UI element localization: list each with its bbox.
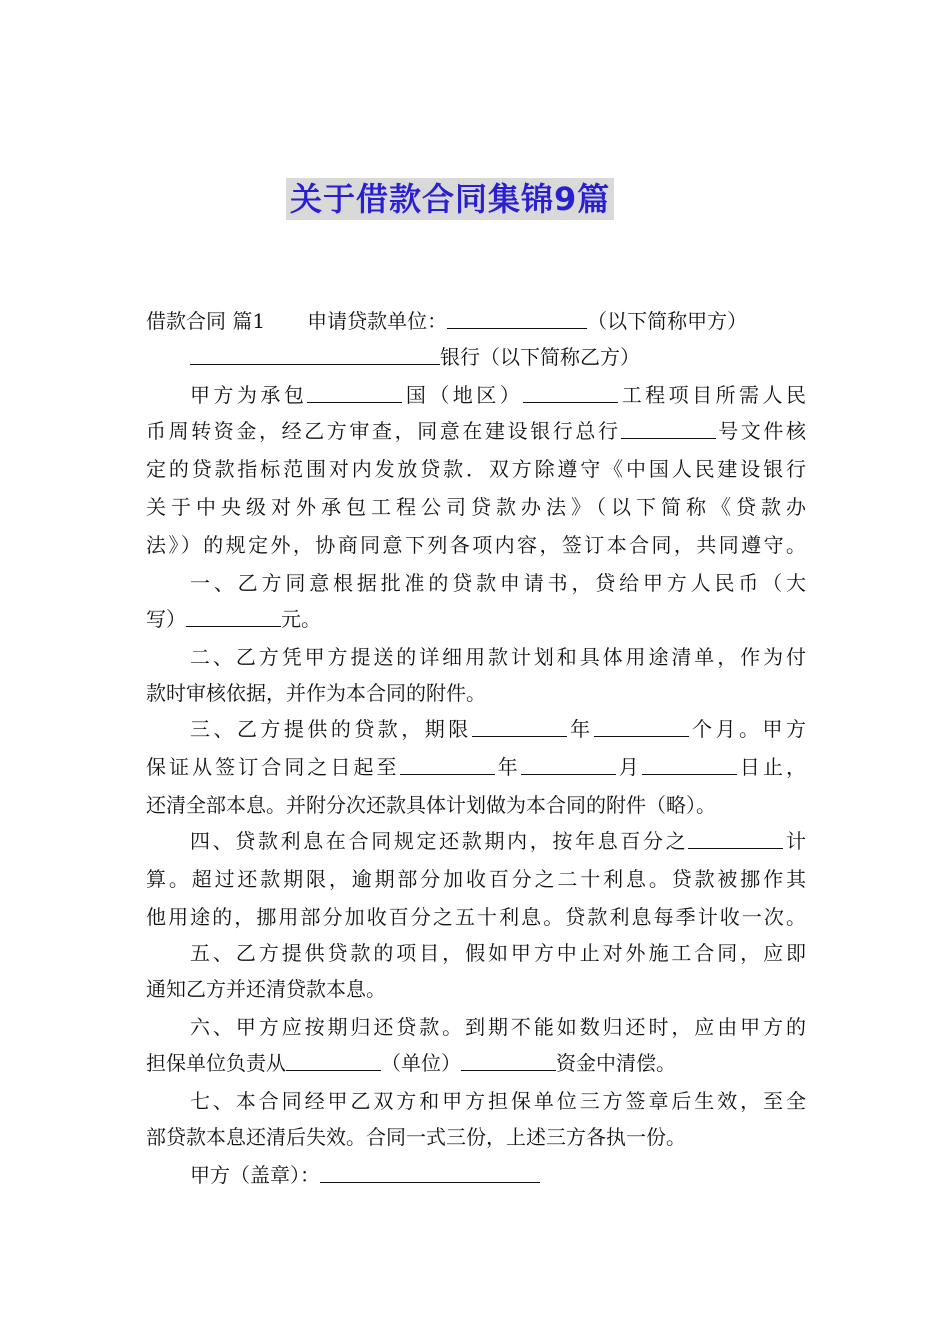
clause-3-line-2: 保证从签订合同之日起至 年 月 日止，	[146, 755, 807, 779]
intro-line-4: 关于中央级对外承包工程公司贷款办法》（以下简称《贷款办	[146, 495, 806, 519]
intro-line-1: 甲方为承包 国（地区） 工程项目所需人民	[190, 383, 807, 407]
signature-line	[190, 1160, 850, 1190]
clause-2-line-1: 二、乙方凭甲方提送的详细用款计划和具体用途清单，作为付	[190, 645, 806, 669]
header-line	[146, 306, 806, 336]
party-a-suffix: （以下简称甲方）	[587, 309, 748, 333]
term-years-blank	[472, 716, 567, 737]
clause-1-line-2: 写） 元。	[146, 607, 321, 631]
document-number-blank	[621, 418, 716, 439]
bank-blank	[190, 344, 440, 365]
clause-5-line-2: 通知乙方并还清贷款本息。	[146, 977, 386, 1001]
interest-rate-blank	[688, 828, 783, 849]
party-a-seal-blank	[320, 1162, 540, 1183]
party-a-seal-label: 甲方（盖章）：	[190, 1163, 320, 1187]
clause-3-line-1: 三、乙方提供的贷款，期限 年 个月。甲方	[190, 717, 807, 741]
clause-6-line-1: 六、甲方应按期归还贷款。到期不能如数归还时，应由甲方的	[190, 1015, 806, 1039]
project-blank	[523, 382, 618, 403]
clause-3-line-3: 还清全部本息。并附分次还款具体计划做为本合同的附件（略）。	[146, 793, 716, 817]
clause-4-line-2: 算。超过还款期限，逾期部分加收百分之二十利息。贷款被挪作其	[146, 867, 806, 891]
clause-4-line-1: 四、贷款利息在合同规定还款期内，按年息百分之 计	[190, 829, 807, 853]
applicant-blank	[447, 308, 587, 329]
intro-line-5: 法》）的规定外，协商同意下列各项内容，签订本合同，共同遵守。	[146, 533, 806, 557]
end-year-blank	[400, 754, 495, 775]
intro-line-3: 定的贷款指标范围对内发放贷款．双方除遵守《中国人民建设银行	[146, 457, 806, 481]
applicant-label: 申请贷款单位：	[307, 309, 448, 333]
end-day-blank	[642, 754, 737, 775]
clause-4-line-3: 他用途的，挪用部分加收百分之五十利息。贷款利息每季计收一次。	[146, 905, 806, 929]
clause-6-line-2: 担保单位负责从 （单位） 资金中清偿。	[146, 1051, 676, 1075]
funds-blank	[461, 1050, 556, 1071]
intro-line-2: 币周转资金，经乙方审查，同意在建设银行总行 号文件核	[146, 419, 807, 443]
clause-1-line-1: 一、乙方同意根据批准的贷款申请书，贷给甲方人民币（大	[190, 571, 806, 595]
clause-7-line-2: 部贷款本息还清后失效。合同一式三份，上述三方各执一份。	[146, 1125, 686, 1149]
party-b-suffix: 银行（以下简称乙方）	[440, 345, 640, 369]
clause-7-line-1: 七、本合同经甲乙双方和甲方担保单位三方签章后生效，至全	[190, 1089, 806, 1113]
end-month-blank	[521, 754, 616, 775]
document-title: 关于借款合同集锦9篇	[286, 178, 614, 220]
bank-line	[190, 342, 850, 372]
clause-5-line-1: 五、乙方提供贷款的项目，假如甲方中止对外施工合同，应即	[190, 941, 806, 965]
term-months-blank	[594, 716, 689, 737]
country-blank	[307, 382, 402, 403]
section-heading: 借款合同 篇1	[146, 309, 266, 333]
amount-blank	[186, 606, 281, 627]
guarantor-blank	[286, 1050, 381, 1071]
clause-2-line-2: 款时审核依据，并作为本合同的附件。	[146, 681, 486, 705]
